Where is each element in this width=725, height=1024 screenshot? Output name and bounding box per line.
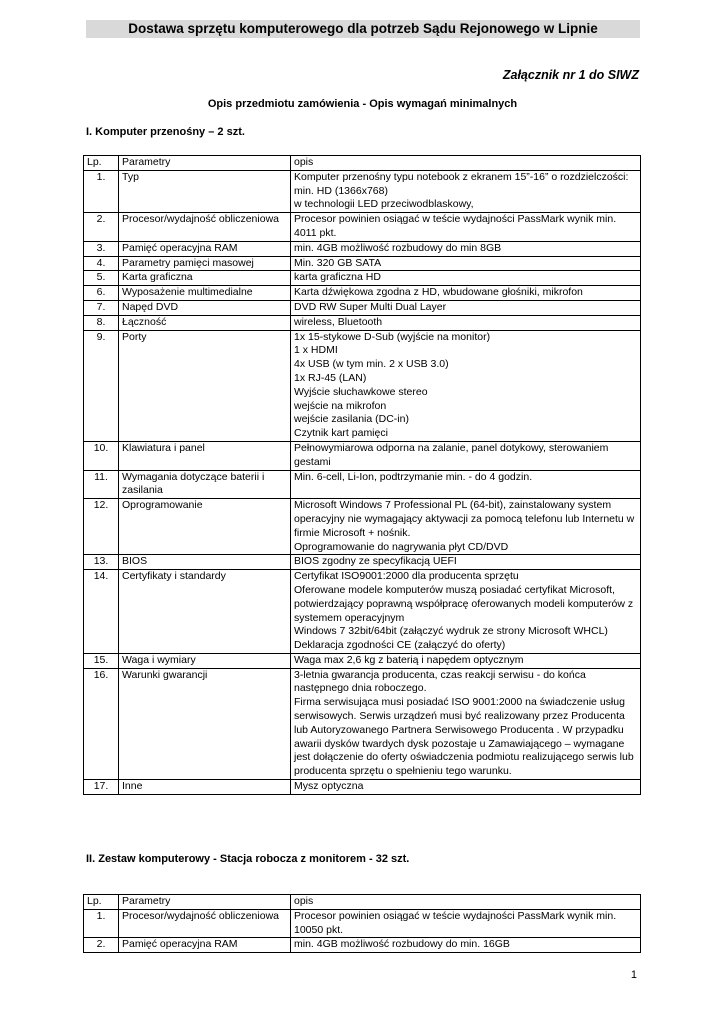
table-row — [84, 499, 641, 555]
document-subtitle: Opis przedmiotu zamówienia - Opis wymagań minimalnych — [207, 98, 518, 110]
description-line: Waga max 2,6 kg z baterią i napędem optycznym — [294, 653, 524, 666]
row-description — [291, 300, 641, 315]
laptop-spec-table — [83, 155, 641, 795]
row-parameter: Wymagania dotyczące baterii i zasilania — [119, 470, 291, 499]
table-row — [84, 241, 641, 256]
description-line: Procesor powinien osiągać w teście wydajności PassMark wynik min. 10050 pkt. — [294, 909, 617, 936]
table-row — [84, 441, 641, 470]
row-number: 12. — [84, 499, 119, 555]
table-row — [84, 653, 641, 668]
header-lp: Lp. — [84, 156, 119, 171]
table-row — [84, 938, 641, 953]
row-description — [291, 330, 641, 441]
description-line: min. 4GB możliwość rozbudowy do min 8GB — [294, 241, 502, 254]
row-parameter: Napęd DVD — [119, 300, 291, 315]
row-description — [291, 780, 641, 795]
description-line: 1x 15-stykowe D-Sub (wyjście na monitor) — [294, 330, 491, 343]
description-line: BIOS zgodny ze specyfikacją UEFI — [294, 555, 457, 568]
table-row — [84, 213, 641, 242]
row-parameter: Procesor/wydajność obliczeniowa — [119, 909, 291, 938]
row-parameter: Certyfikaty i standardy — [119, 570, 291, 654]
row-description — [291, 170, 641, 212]
row-parameter: Porty — [119, 330, 291, 441]
row-parameter: Waga i wymiary — [119, 653, 291, 668]
description-line: Oprogramowanie do nagrywania płyt CD/DVD — [294, 540, 509, 553]
row-description — [291, 441, 641, 470]
row-number: 10. — [84, 441, 119, 470]
row-number: 4. — [84, 256, 119, 271]
description-line: Mysz optyczna — [294, 780, 364, 793]
header-lp: Lp. — [84, 895, 119, 910]
row-number: 2. — [84, 938, 119, 953]
header-opis: opis — [291, 156, 641, 171]
description-line: Karta dźwiękowa zgodna z HD, wbudowane głośniki, mikrofon — [294, 286, 583, 299]
table-row — [84, 271, 641, 286]
table-row — [84, 315, 641, 330]
table-row — [84, 570, 641, 654]
row-parameter: Karta graficzna — [119, 271, 291, 286]
table-header-row — [84, 156, 641, 171]
row-number: 13. — [84, 555, 119, 570]
description-line: Windows 7 32bit/64bit (załączyć wydruk ze strony Microsoft WHCL) — [294, 625, 608, 638]
row-parameter: Procesor/wydajność obliczeniowa — [119, 213, 291, 242]
row-number: 14. — [84, 570, 119, 654]
row-parameter: Warunki gwarancji — [119, 668, 291, 779]
table-row — [84, 668, 641, 779]
table-row — [84, 330, 641, 441]
table-row — [84, 256, 641, 271]
row-description — [291, 909, 641, 938]
row-description — [291, 470, 641, 499]
row-parameter: BIOS — [119, 555, 291, 570]
table-row — [84, 286, 641, 301]
row-parameter: Inne — [119, 780, 291, 795]
description-line: Certyfikat ISO9001:2000 dla producenta sprzętu — [294, 570, 519, 583]
description-line: 1x RJ-45 (LAN) — [294, 371, 367, 384]
row-number: 3. — [84, 241, 119, 256]
row-description — [291, 271, 641, 286]
description-line: Microsoft Windows 7 Professional PL (64-bit), zainstalowany system operacyjny nie wymagający aktywacji za pomocą telefonu lub Internetu w firmie Microsoft + nośnik. — [294, 499, 635, 539]
row-description — [291, 570, 641, 654]
row-parameter: Pamięć operacyjna RAM — [119, 938, 291, 953]
row-number: 15. — [84, 653, 119, 668]
description-line: wejście zasilania (DC-in) — [294, 413, 409, 426]
row-number: 1. — [84, 909, 119, 938]
section-1-title: I. Komputer przenośny – 2 szt. — [86, 126, 245, 138]
row-number: 17. — [84, 780, 119, 795]
row-number: 2. — [84, 213, 119, 242]
row-parameter: Parametry pamięci masowej — [119, 256, 291, 271]
table-row — [84, 555, 641, 570]
section-2-title: II. Zestaw komputerowy - Stacja robocza z monitorem - 32 szt. — [86, 853, 410, 865]
row-description — [291, 315, 641, 330]
row-number: 16. — [84, 668, 119, 779]
table-row — [84, 780, 641, 795]
description-line: Deklaracja zgodności CE (załączyć do oferty) — [294, 639, 506, 652]
description-line: Min. 6-cell, Li-Ion, podtrzymanie min. - do 4 godzin. — [294, 470, 533, 483]
row-number: 9. — [84, 330, 119, 441]
row-number: 1. — [84, 170, 119, 212]
workstation-spec-table — [83, 894, 641, 953]
row-number: 5. — [84, 271, 119, 286]
description-line: 1 x HDMI — [294, 344, 338, 357]
row-parameter: Typ — [119, 170, 291, 212]
row-parameter: Klawiatura i panel — [119, 441, 291, 470]
description-line: Czytnik kart pamięci — [294, 427, 388, 440]
row-parameter: Oprogramowanie — [119, 499, 291, 555]
description-line: Komputer przenośny typu notebook z ekranem 15”-16” o rozdzielczości: min. HD (1366x768) — [294, 170, 629, 197]
row-description — [291, 668, 641, 779]
description-line: wejście na mikrofon — [294, 399, 387, 412]
description-line: DVD RW Super Multi Dual Layer — [294, 300, 447, 313]
header-opis: opis — [291, 895, 641, 910]
description-line: wireless, Bluetooth — [294, 315, 383, 328]
row-description — [291, 938, 641, 953]
row-number: 11. — [84, 470, 119, 499]
row-number: 7. — [84, 300, 119, 315]
document-title: Dostawa sprzętu komputerowego dla potrzeb Sądu Rejonowego w Lipnie — [86, 20, 640, 38]
header-parametry: Parametry — [119, 156, 291, 171]
page-number: 1 — [630, 969, 637, 981]
row-description — [291, 213, 641, 242]
description-line: Oferowane modele komputerów muszą posiadać certyfikat Microsoft, potwierdzający poprawną współpracę oferowanych modeli komputerów z systemem operacyjnym — [294, 583, 634, 624]
row-parameter: Łączność — [119, 315, 291, 330]
description-line: Pełnowymiarowa odporna na zalanie, panel dotykowy, sterowaniem gestami — [294, 441, 609, 468]
header-parametry: Parametry — [119, 895, 291, 910]
row-description — [291, 286, 641, 301]
description-line: min. 4GB możliwość rozbudowy do min. 16GB — [294, 938, 510, 951]
row-number: 8. — [84, 315, 119, 330]
row-description — [291, 555, 641, 570]
row-parameter: Pamięć operacyjna RAM — [119, 241, 291, 256]
description-line: karta graficzna HD — [294, 271, 381, 284]
row-description — [291, 653, 641, 668]
row-parameter: Wyposażenie multimedialne — [119, 286, 291, 301]
description-line: Procesor powinien osiągać w teście wydajności PassMark wynik min. 4011 pkt. — [294, 213, 617, 239]
row-number: 6. — [84, 286, 119, 301]
row-description — [291, 241, 641, 256]
description-line: Firma serwisująca musi posiadać ISO 9001:2000 na świadczenie usług serwisowych. Serwis urządzeń musi być realizowany przez Producenta lub Autoryzowanego Partnera Serwisowego Producenta . W przypadku awarii dysków twardych dysk pozostaje u Zamawiającego – wymagane jest dołączenie do oferty oświadczenia podmiotu realizującego serwis lub producenta sprzętu o spełnieniu tego warunku. — [294, 696, 634, 778]
description-line: Min. 320 GB SATA — [294, 256, 382, 269]
table-header-row — [84, 895, 641, 910]
table-row — [84, 470, 641, 499]
description-line: 4x USB (w tym min. 2 x USB 3.0) — [294, 358, 449, 371]
table-row — [84, 170, 641, 212]
row-description — [291, 256, 641, 271]
description-line: 3-letnia gwarancja producenta, czas reakcji serwisu - do końca następnego dnia roboczego. — [294, 668, 586, 695]
description-line: Wyjście słuchawkowe stereo — [294, 385, 428, 398]
row-description — [291, 499, 641, 555]
annex-label: Załącznik nr 1 do SIWZ — [502, 68, 639, 82]
table-row — [84, 909, 641, 938]
description-line: w technologii LED przeciwodblaskowy, — [294, 198, 474, 211]
table-row — [84, 300, 641, 315]
